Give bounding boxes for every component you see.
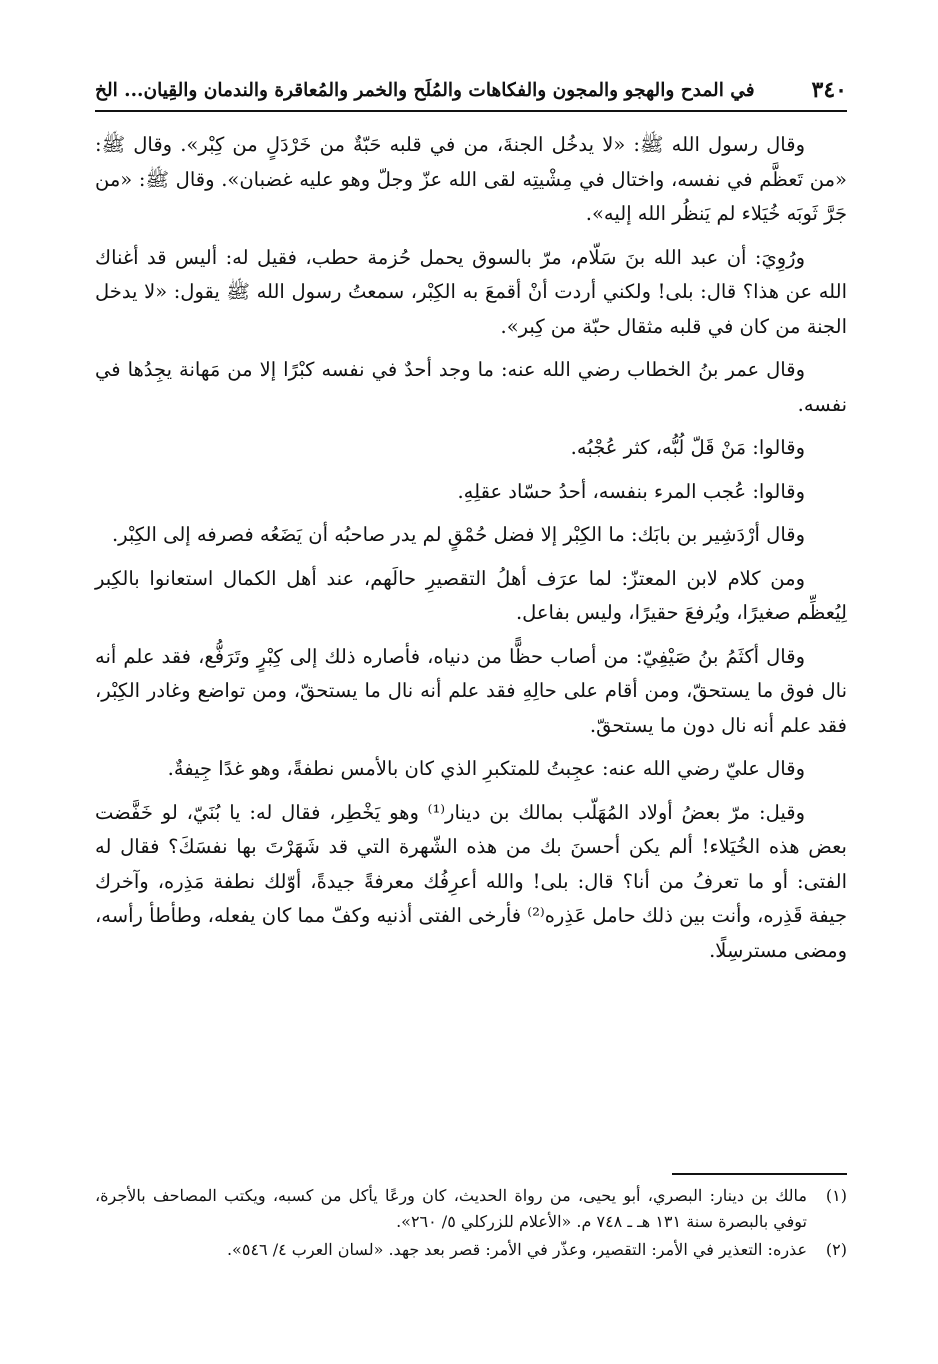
paragraph: ومن كلام لابن المعتزّ: لما عرَف أهلُ التقصيرِ حالَهم، عند أهل الكمال استعانوا بالكِبر لِيُعظِّم صغيرًا، ويُرفعَ حقيرًا، وليس بفاعل. — [95, 566, 847, 624]
paragraph: وقال أرْدَشِير بن بابَك: ما الكِبْر إلا فضل حُمْقٍ لم يدر صاحبُه أن يَضَعُه فصرفه إلى الكِبْر. — [111, 523, 805, 546]
main-text — [95, 128, 847, 968]
paragraph: وقال عمر بنُ الخطاب رضي الله عنه: ما وجد أحدٌ في نفسه كبْرًا إلا من مَهانة يجِدُها في نفسه. — [95, 358, 847, 416]
paragraph: وقيل: مرّ بعضُ أولاد المُهَلّب بمالك بن دينار⁽¹⁾ وهو يَخْطِر، فقال له: يا بُنَيّ، لو خَفَّضت بعض هذه الخُيَلاء! ألم يكن أحسنَ بك من هذه الشّهرة التي قد شَهَرْتَ بها نفسَكَ؟ فقال له الفتى: أو ما تعرفُ من أنا؟ قال: بلى! والله أعرِفُك معرفةً جيدةً، أوّلك نطفة مَذِره، وآخرك جيفة قَذِره، وأنت بين ذلك حامل عَذِره⁽²⁾ فأرخى الفتى أذنيه وكفّ مما كان يفعله، وطأطأ رأسه، ومضى مسترسِلًا. — [95, 800, 848, 962]
footnote-text: مالك بن دينار: البصري، أبو يحيى، من رواة الحديث، كان ورعًا يأكل من كسبه، ويكتب المصاحف بالأجرة، توفي بالبصرة سنة ١٣١ هـ ـ ٧٤٨ م. «الأعلام للزركلي ٥/ ٢٦٠». — [95, 1186, 807, 1231]
paragraph: وقالوا: مَنْ قَلّ لُبُّه، كثر عُجْبُه. — [570, 436, 805, 459]
paragraph: وقال أكثَمُ بنُ صَيْفِيّ: من أصاب حظًّا من دنياه، فأصاره ذلك إلى كِبْرٍ وتَرَفُّع، فقد علم أنه نال فوق ما يستحقّ، ومن أقام على حالِهِ فقد علم أنه نال ما يستحقّ، ومن تواضع وغادر الكِبْر، فقد علم أنه نال دون ما يستحقّ. — [95, 644, 847, 737]
footnote — [95, 1183, 847, 1234]
paragraph: وقالوا: عُجب المرء بنفسه، أحدُ حسّاد عقلِهِ. — [457, 479, 805, 503]
running-header — [95, 70, 847, 112]
footnote — [95, 1237, 847, 1263]
footnotes — [95, 1173, 847, 1266]
footnote-divider — [672, 1173, 847, 1175]
paragraph: ورُوِيَ: أن عبد الله بنَ سَلّام، مرّ بالسوق يحمل حُزمة حطب، فقيل له: أليس قد أغناك الله عن هذا؟ قال: بلى! ولكني أردت أنْ أقمعَ به الكِبْر، سمعتُ رسول الله ﷺ يقول: «لا يدخل الجنة من كان في قلبه مثقال حبّة من كِبر». — [95, 245, 847, 338]
paragraph: وقال عليّ رضي الله عنه: عجِبتُ للمتكبرِ الذي كان بالأمس نطفةً، وهو غدًا جِيفةٌ. — [167, 757, 805, 780]
footnote-number: (١) — [825, 1186, 847, 1205]
running-title: في المدح والهجو والمجون والفكاهات والمُلَح والخمر والمُعاقرة والندمان والقِيان... الخ — [95, 79, 755, 101]
book-page — [95, 70, 847, 1350]
paragraph: وقال رسول الله ﷺ: «لا يدخُل الجنةَ، من في قلبه حَبّةٌ من خَرْدَلٍ من كِبْر». وقال ﷺ: «من تَعظَّم في نفسه، واختال في مِشْيتِه لقى الله عزّ وجلّ وهو عليه غضبان». وقال ﷺ: «من جَرَّ ثَوبَه خُيَلاء لم يَنظُر الله إليه». — [95, 133, 847, 225]
page-number: ٣٤٠ — [811, 77, 847, 103]
footnote-text: عذره: التعذير في الأمر: التقصير، وعذّر في الأمر: قصر بعد جهد. «لسان العرب ٤/ ٥٤٦». — [226, 1240, 807, 1259]
footnote-number: (٢) — [825, 1240, 847, 1259]
